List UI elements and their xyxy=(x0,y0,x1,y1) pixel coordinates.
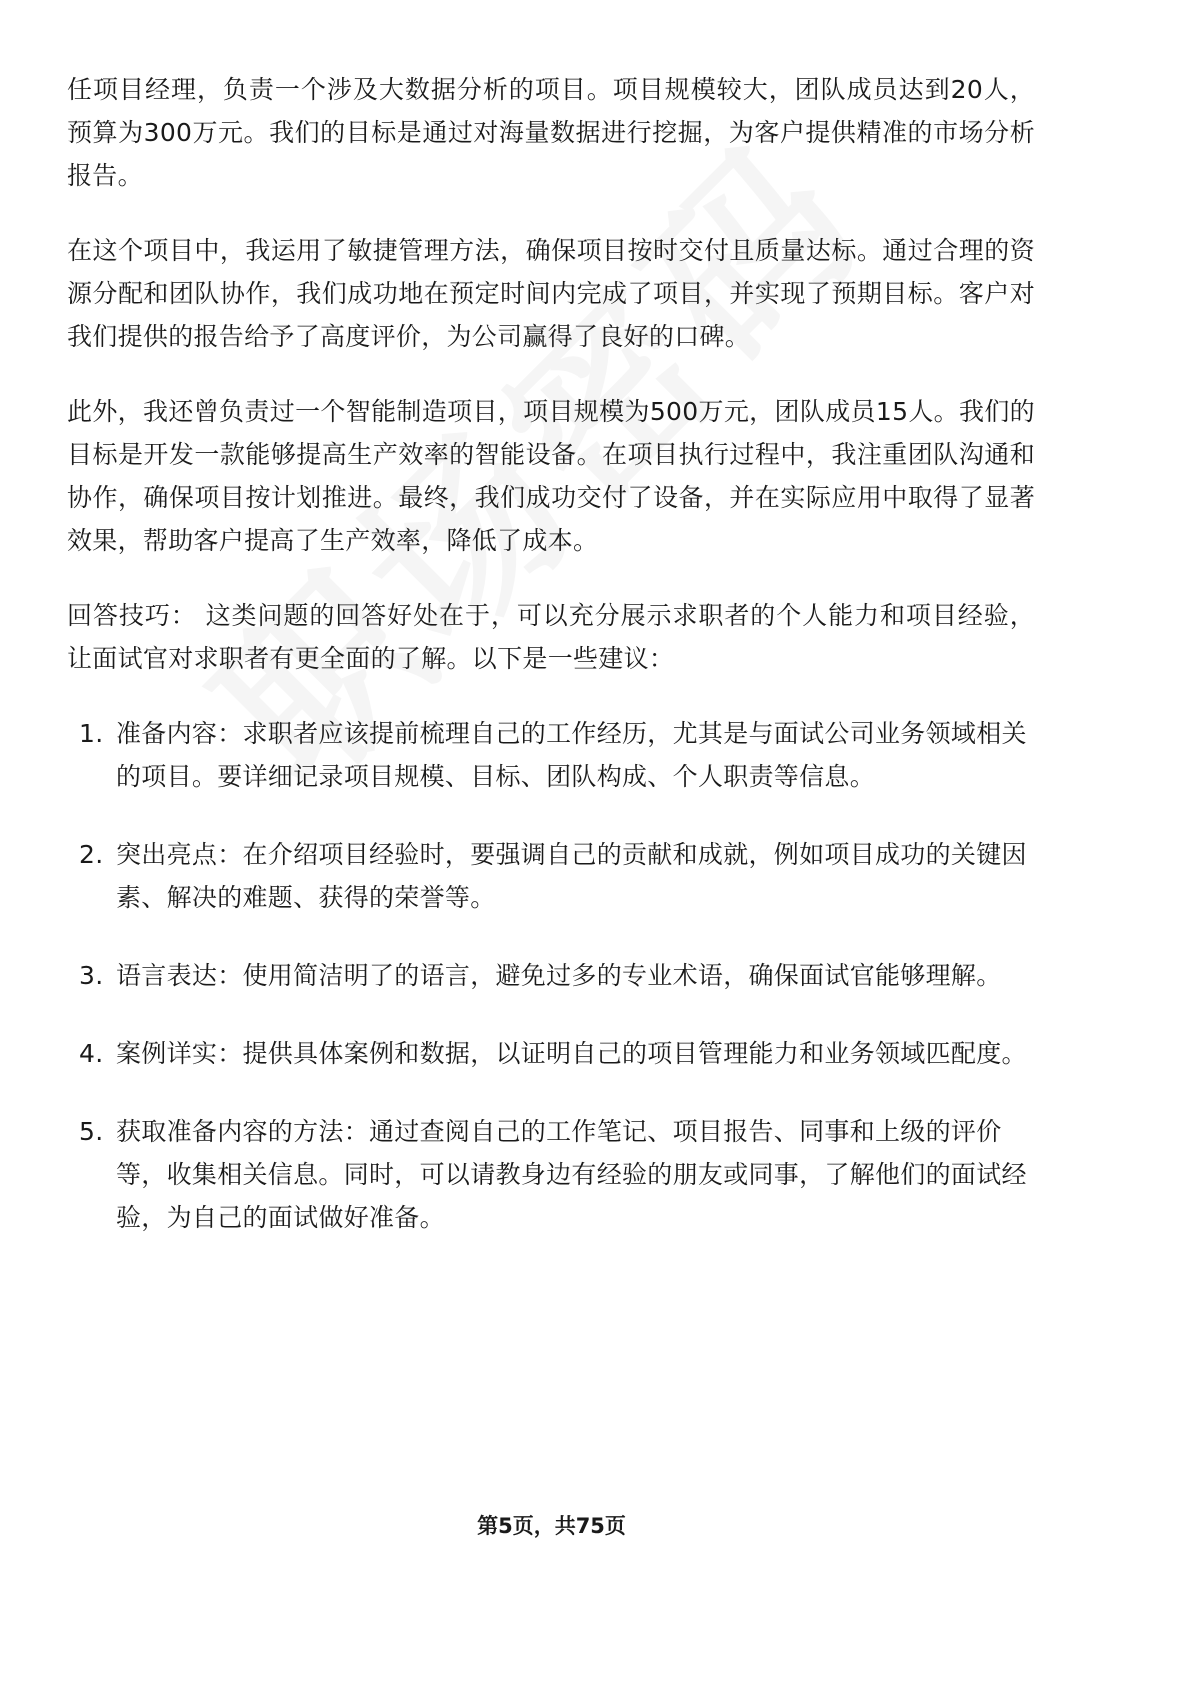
list-item-number: 2. xyxy=(79,840,104,869)
list-item-text: 突出亮点：在介绍项目经验时，要强调自己的贡献和成就，例如项目成功的关键因素、解决的难题、获得的荣誉等。 xyxy=(116,840,1027,912)
list-item-text: 案例详实：提供具体案例和数据，以证明自己的项目管理能力和业务领域匹配度。 xyxy=(116,1039,1027,1068)
list-item-number: 4. xyxy=(79,1039,104,1068)
list-item-number: 1. xyxy=(79,719,104,748)
list-item xyxy=(67,712,1035,798)
paragraph-1: 任项目经理，负责一个涉及大数据分析的项目。项目规模较大，团队成员达到20人，预算为300万元。我们的目标是通过对海量数据进行挖掘，为客户提供精准的市场分析报告。 xyxy=(67,75,1035,190)
list-item-text: 获取准备内容的方法：通过查阅自己的工作笔记、项目报告、同事和上级的评价等，收集相关信息。同时，可以请教身边有经验的朋友或同事，了解他们的面试经验，为自己的面试做好准备。 xyxy=(116,1117,1027,1232)
list-item-text: 准备内容：求职者应该提前梳理自己的工作经历，尤其是与面试公司业务领域相关的项目。要详细记录项目规模、目标、团队构成、个人职责等信息。 xyxy=(116,719,1027,791)
page-number-footer: 第5页，共75页 xyxy=(477,1514,626,1538)
tips-list xyxy=(67,712,1035,1239)
list-item xyxy=(67,1110,1035,1239)
list-item xyxy=(67,954,1035,997)
list-item xyxy=(67,1032,1035,1075)
answer-tips-paragraph: 回答技巧： 这类问题的回答好处在于，可以充分展示求职者的个人能力和项目经验，让面试官对求职者有更全面的了解。以下是一些建议： xyxy=(67,601,1035,673)
list-item-number: 5. xyxy=(79,1117,104,1146)
list-item-text: 语言表达：使用简洁明了的语言，避免过多的专业术语，确保面试官能够理解。 xyxy=(116,961,1002,990)
paragraph-3: 此外，我还曾负责过一个智能制造项目，项目规模为500万元，团队成员15人。我们的目标是开发一款能够提高生产效率的智能设备。在项目执行过程中，我注重团队沟通和协作，确保项目按计划推进。最终，我们成功交付了设备，并在实际应用中取得了显著效果，帮助客户提高了生产效率，降低了成本。 xyxy=(67,397,1035,555)
list-item-number: 3. xyxy=(79,961,104,990)
document-body xyxy=(67,68,1035,1274)
paragraph-2: 在这个项目中，我运用了敏捷管理方法，确保项目按时交付且质量达标。通过合理的资源分配和团队协作，我们成功地在预定时间内完成了项目，并实现了预期目标。客户对我们提供的报告给予了高度评价，为公司赢得了良好的口碑。 xyxy=(67,236,1035,351)
list-item xyxy=(67,833,1035,919)
